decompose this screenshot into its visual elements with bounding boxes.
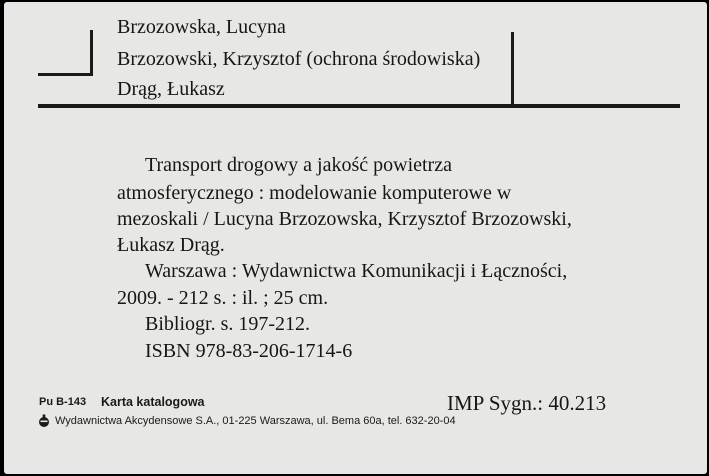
form-code: Pu B-143 [39,396,87,408]
vertical-rule [511,32,514,106]
catalog-card [4,2,707,474]
heading-line-1: Brzozowska, Lucyna [117,16,286,38]
call-number: IMP Sygn.: 40.213 [447,391,607,415]
publication-line-2: 2009. - 212 s. : il. ; 25 cm. [117,287,329,309]
heading-bracket-vertical [90,30,93,76]
title-line-2: atmosferycznego : modelowanie komputerowe w [117,182,512,204]
bibliography-note: Bibliogr. s. 197-212. [145,313,311,335]
title-line-1: Transport drogowy a jakość powietrza [145,154,452,176]
publication-line-1: Warszawa : Wydawnictwa Komunikacji i Łączności, [145,260,568,282]
horizontal-rule [38,104,680,108]
publisher-logo-icon [37,414,51,428]
heading-bracket-horizontal [38,73,93,76]
form-name: Karta katalogowa [101,395,205,409]
heading-line-3: Drąg, Łukasz [117,78,225,100]
publisher-imprint: Wydawnictwa Akcydensowe S.A., 01-225 Warszawa, ul. Bema 60a, tel. 632-20-04 [55,415,456,427]
isbn-note: ISBN 978-83-206-1714-6 [145,340,353,362]
title-line-4: Łukasz Drąg. [117,234,225,256]
heading-line-2: Brzozowski, Krzysztof (ochrona środowiska) [117,48,481,70]
title-line-3: mezoskali / Lucyna Brzozowska, Krzysztof Brzozowski, [117,208,572,230]
